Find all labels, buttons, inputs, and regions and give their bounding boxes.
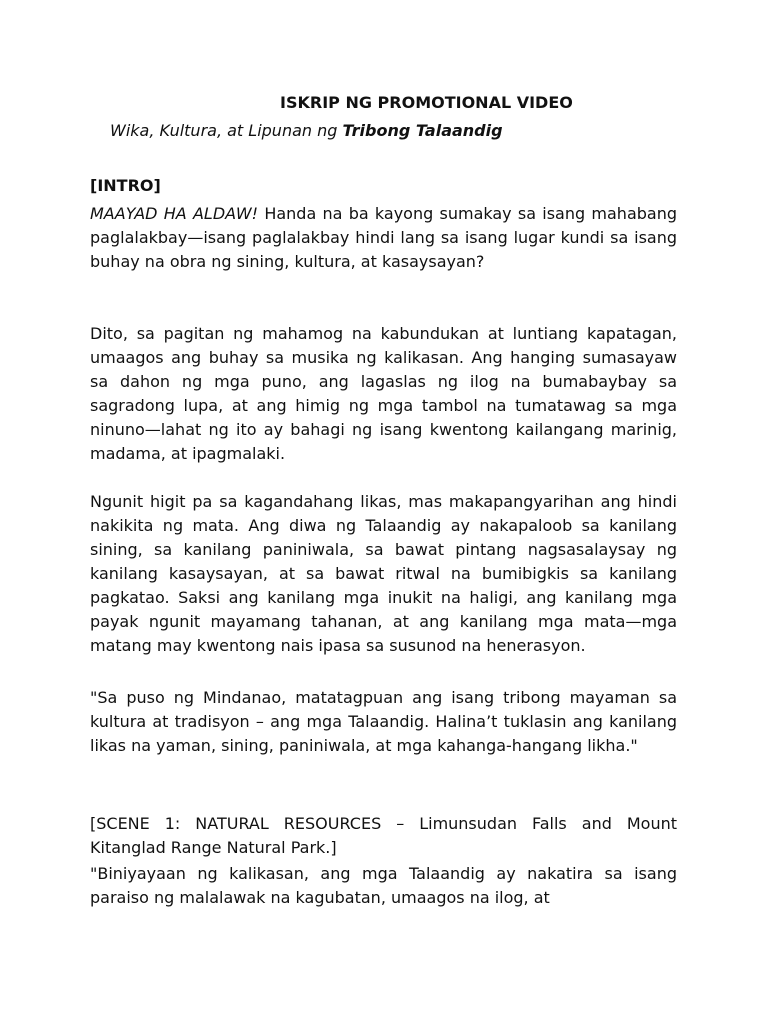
intro-heading: [INTRO] — [90, 176, 161, 195]
intro-paragraph-1-text: Handa na ba kayong sumakay sa isang mahabang paglalakbay—isang paglalakbay hindi lang sa isang lugar kundi sa isang buhay na obra ng sining, kultura, at kasaysayan? — [90, 204, 678, 271]
intro-paragraph-4: "Sa puso ng Mindanao, matatagpuan ang isang tribong mayaman sa kultura at tradisyon – ang mga Talaandig. Halina’t tuklasin ang kanilang likas na yaman, sining, paniniwala, at mga kahanga-hangang likha." — [90, 688, 677, 755]
scene1-heading: [SCENE 1: NATURAL RESOURCES – Limunsudan Falls and Mount Kitanglad Range Natural Park.] — [90, 814, 677, 857]
subtitle-tribe-name: Tribong Talaandig — [342, 121, 503, 140]
document-page — [90, 0, 677, 1024]
intro-paragraph-2: Dito, sa pagitan ng mahamog na kabundukan at luntiang kapatagan, umaagos ang buhay sa musika ng kalikasan. Ang hanging sumasayaw sa dahon ng mga puno, ang lagaslas ng ilog na bumabaybay sa sagradong lupa, at ang himig ng mga tambol na tumatawag sa mga ninuno—lahat ng ito ay bahagi ng isang kwentong kailangang marinig, madama, at ipagmalaki. — [90, 324, 677, 463]
intro-greeting: MAAYAD HA ALDAW! — [90, 204, 259, 223]
document-subtitle — [110, 121, 503, 141]
intro-paragraph-1 — [90, 202, 677, 274]
scene1-paragraph-1: "Biniyayaan ng kalikasan, ang mga Talaandig ay nakatira sa isang paraiso ng malalawak na kagubatan, umaagos na ilog, at — [90, 864, 677, 907]
subtitle-text: Wika, Kultura, at Lipunan ng — [110, 121, 343, 140]
document-title: ISKRIP NG PROMOTIONAL VIDEO — [280, 93, 573, 112]
intro-paragraph-3: Ngunit higit pa sa kagandahang likas, mas makapangyarihan ang hindi nakikita ng mata. Ang diwa ng Talaandig ay nakapaloob sa kanilang sining, sa kanilang paniniwala, sa bawat pintang nagsasalaysay ng kanilang kasaysayan, at sa bawat ritwal na bumibigkis sa kanilang pagkatao. Saksi ang kanilang mga inukit na haligi, ang kanilang mga payak ngunit mayamang tahanan, at ang kanilang mga mata—mga matang may kwentong nais ipasa sa susunod na henerasyon. — [90, 492, 677, 655]
